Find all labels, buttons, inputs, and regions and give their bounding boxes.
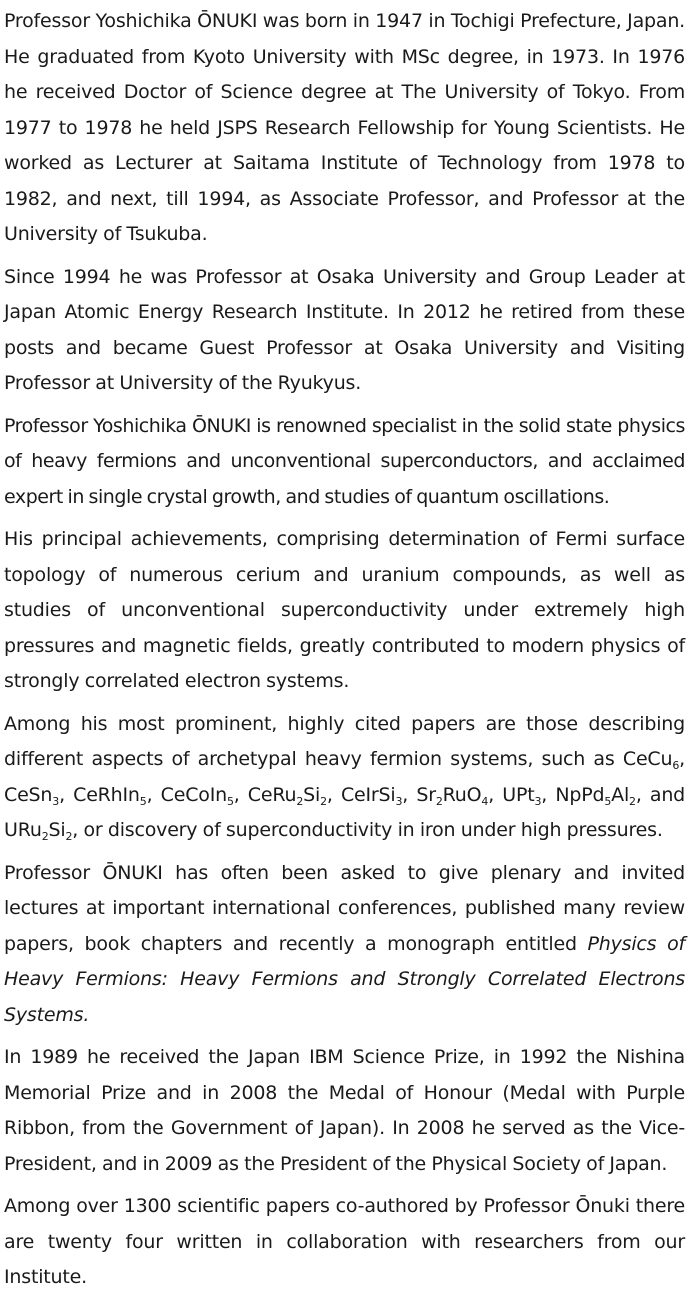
compound-formula: $CeRu_2Si_2$ [247,783,327,808]
compound-formula: CeCoIn$_5$ [160,783,234,808]
compound-formula: CeSn$_3$ [4,783,60,808]
monograph-title: Physics of Heavy Fermions: Heavy Fermions and Strongly Correlated Electrons Systems. [4,932,685,1026]
papers-outro: or discovery of superconductivity in iron under high pressures. [83,819,663,841]
lectures-text: Professor ŌNUKI has often been asked to give plenary and invited lectures at important international conferences, published many review papers, book chapters and recently a monograph entitled [4,861,685,955]
paragraph-specialization: Professor Yoshichika ŌNUKI is renowned specialist in the solid state physics of heavy fermions and unconventional superconductors, and acclaimed expert in single crystal growth, and studies of quantum oscillations. [4,414,685,508]
compound-list: CeCu$_6$, CeSn$_3$, CeRhIn$_5$, CeCoIn$_5$, $CeRu_2Si_2$, CeIrSi$_3$, $Sr_2RuO_4$, UPt$_3$, $NpPd_5Al_2$, and $URu_2Si_2$, [4,748,686,843]
compound-formula: $NpPd_5Al_2$ [555,783,636,808]
paragraph-education: Professor Yoshichika ŌNUKI was born in 1947 in Tochigi Prefecture, Japan. He graduated from Kyoto University with MSc degree, in 1973. In 1976 he received Doctor of Science degree at The University of Tokyo. From 1977 to 1978 he held JSPS Research Fellowship for Young Scientists. He worked as Lecturer at Saitama Institute of Technology from 1978 to 1982, and next, till 1994, as Associate Professor, and Professor at the University of Tsukuba. [4,10,685,245]
compound-formula: CeRhIn$_5$ [73,783,147,808]
compound-formula: CeCu$_6$ [622,748,680,772]
papers-intro: Among his most prominent, highly cited papers are those describing different aspects of archetypal heavy fermion systems, such as [4,712,685,770]
paragraph-papers [4,707,685,849]
paragraph-collaboration: Among over 1300 scientific papers co-authored by Professor Ōnuki there are twenty four written in collaboration with researchers from our Institute. [4,1195,685,1288]
compound-formula: UPt$_3$ [502,783,542,808]
compound-formula: $Sr_2RuO_4$ [416,783,489,808]
compound-formula: CeIrSi$_3$ [340,783,403,808]
compound-formula: $URu_2Si_2$ [4,819,73,843]
paragraph-awards: In 1989 he received the Japan IBM Science Prize, in 1992 the Nishina Memorial Prize and in 2008 the Medal of Honour (Medal with Purple Ribbon, from the Government of Japan). In 2008 he served as the Vice-President, and in 2009 as the President of the Physical Society of Japan. [4,1046,685,1175]
paragraph-lectures [4,856,685,1034]
paragraph-osaka-career: Since 1994 he was Professor at Osaka University and Group Leader at Japan Atomic Energy Research Institute. In 2012 he retired from these posts and became Guest Professor at Osaka University and Visiting Professor at University of the Ryukyus. [4,265,685,394]
paragraph-achievements: His principal achievements, comprising determination of Fermi surface topology of numerous cerium and uranium compounds, as well as studies of unconventional superconductivity under extremely high pressures and magnetic fields, greatly contributed to modern physics of strongly correlated electron systems. [4,528,685,692]
